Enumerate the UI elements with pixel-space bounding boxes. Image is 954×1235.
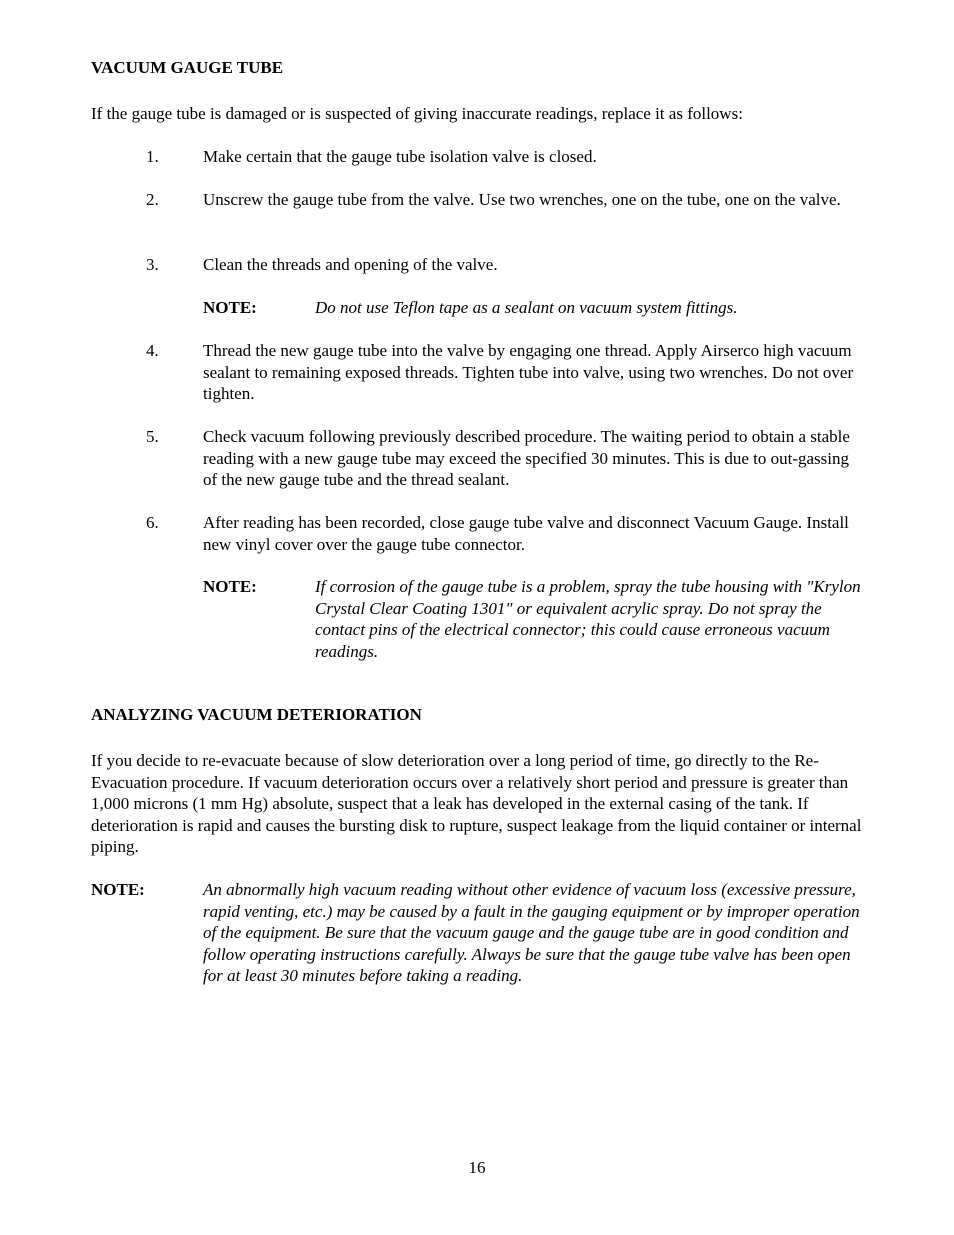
note-text: An abnormally high vacuum reading without other evidence of vacuum loss (excessive pressure, rapid venting, etc.) may be caused by a fault in the gauging equipment or by improper operation of the equipment. Be sure that the vacuum gauge and the gauge tube are in good condition and follow operating instructions carefully. Always be sure that the gauge tube valve has been open for at least 30 minutes before taking a reading. bbox=[203, 880, 860, 986]
step-text: Unscrew the gauge tube from the valve. Use two wrenches, one on the tube, one on the valve. bbox=[203, 190, 841, 209]
step-text: After reading has been recorded, close gauge tube valve and disconnect Vacuum Gauge. Install new vinyl cover over the gauge tube connector. bbox=[203, 513, 849, 554]
step-number: 5. bbox=[146, 427, 159, 446]
step-text: Clean the threads and opening of the valve. bbox=[203, 255, 498, 274]
note-text: If corrosion of the gauge tube is a problem, spray the tube housing with "Krylon Crystal Clear Coating 1301" or equivalent acrylic spray. Do not spray the contact pins of the electrical connector; this could cause erroneous vacuum readings. bbox=[315, 577, 861, 661]
step-number: 3. bbox=[146, 255, 159, 274]
intro-paragraph: If the gauge tube is damaged or is suspected of giving inaccurate readings, replace it as follows: bbox=[91, 104, 743, 123]
step-number: 1. bbox=[146, 147, 159, 166]
step-number: 6. bbox=[146, 513, 159, 532]
section-heading-analyzing-vacuum-deterioration: ANALYZING VACUUM DETERIORATION bbox=[91, 705, 422, 724]
step-text: Check vacuum following previously described procedure. The waiting period to obtain a stable reading with a new gauge tube may exceed the specified 30 minutes. This is due to out-gassing of the new gauge tube and the thread sealant. bbox=[203, 427, 850, 490]
note-label: NOTE: bbox=[91, 880, 145, 899]
note-text: Do not use Teflon tape as a sealant on vacuum system fittings. bbox=[315, 298, 738, 317]
step-text: Make certain that the gauge tube isolation valve is closed. bbox=[203, 147, 597, 166]
page-number: 16 bbox=[468, 1158, 486, 1177]
step-number: 2. bbox=[146, 190, 159, 209]
step-number: 4. bbox=[146, 341, 159, 360]
note-label: NOTE: bbox=[203, 577, 257, 596]
section-heading-vacuum-gauge-tube: VACUUM GAUGE TUBE bbox=[91, 58, 284, 77]
deterioration-paragraph: If you decide to re-evacuate because of slow deterioration over a long period of time, go directly to the Re-Evacuation procedure. If vacuum deterioration occurs over a relatively short period and pressure is greater than 1,000 microns (1 mm Hg) absolute, suspect that a leak has developed in the external casing of the tank. If deterioration is rapid and causes the bursting disk to rupture, suspect leakage from the liquid container or internal piping. bbox=[91, 751, 862, 857]
note-label: NOTE: bbox=[203, 298, 257, 317]
step-text: Thread the new gauge tube into the valve by engaging one thread. Apply Airserco high vacuum sealant to remaining exposed threads. Tighten tube into valve, using two wrenches. Do not over tighten. bbox=[203, 341, 854, 404]
